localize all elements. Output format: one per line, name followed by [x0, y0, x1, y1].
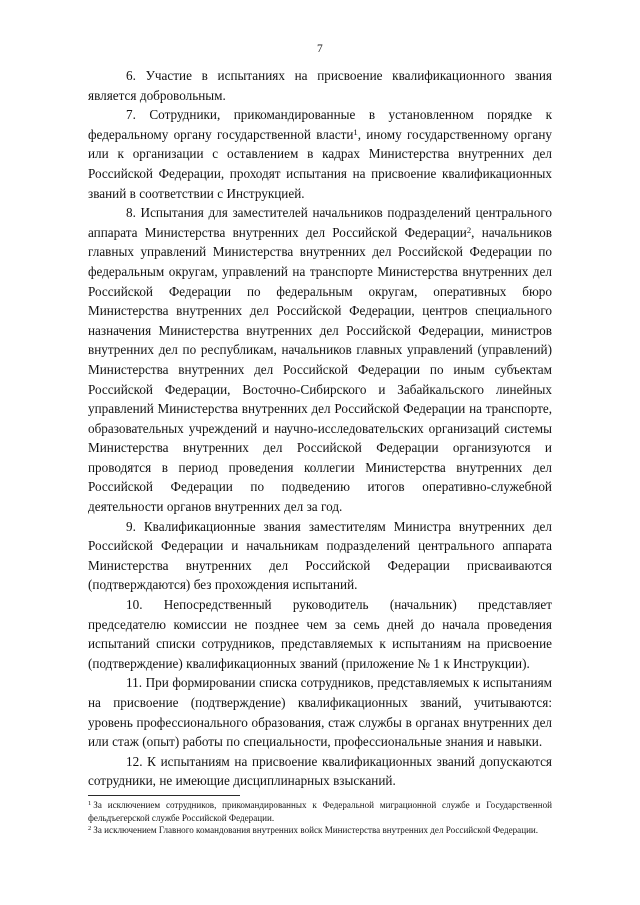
paragraph-10 [88, 595, 552, 673]
paragraph-8-text-part1: 8. Испытания для заместителей начальников подразделений центрального аппарата Министерства внутренних дел Российской Федерации [88, 205, 552, 240]
footnote-area [88, 795, 552, 837]
paragraph-7 [88, 105, 552, 203]
paragraph-7-text-part2: , иному государственному органу или к организации с оставлением в кадрах Министерства внутренних дел Российской Федерации, проходят испытания на присвоение квалификационных званий в соответствии с Инструкцией. [88, 126, 552, 201]
paragraph-9 [88, 517, 552, 595]
paragraph-8-text-part2: , начальников главных управлений Министерства внутренних дел Российской Федерации по федеральным округам, управлений на транспорте Министерства внутренних дел Российской Федерации по федеральным округам, оперативных бюро Министерства внутренних дел Российской Федерации, центров специального назначения Министерства внутренних дел Российской Федерации, министров внутренних дел по республикам, начальников главных управлений (управлений) Министерства внутренних дел Российской Федерации по иным субъектам Российской Федерации, Восточно-Сибирского и Забайкальского линейных управлений Министерства внутренних дел Российской Федерации на транспорте, образовательных учреждений и научно-исследовательских организаций системы Министерства внутренних дел Российской Федерации организуются и проводятся в период проведения коллегии Министерства внутренних дел Российской Федерации по подведению итогов оперативно-служебной деятельности органов внутренних дел за год. [88, 224, 552, 515]
footnote-2 [88, 824, 552, 837]
footnote-1-marker: 1 [88, 799, 92, 807]
footnote-2-marker: 2 [88, 824, 92, 832]
paragraph-6 [88, 66, 552, 105]
paragraph-8 [88, 203, 552, 517]
paragraph-6-text: 6. Участие в испытаниях на присвоение квалификационного звания является добровольным. [88, 68, 552, 103]
paragraph-10-text: 10. Непосредственный руководитель (начальник) представляет председателю комиссии не позднее чем за семь дней до начала проведения испытаний списки сотрудников, представляемых к испытаниям на присвоение (подтверждение) квалификационных званий (приложение № 1 к Инструкции). [88, 597, 552, 671]
footnote-1-text: За исключением сотрудников, прикомандированных к Федеральной миграционной службе и Государственной фельдъегерской службе Российской Федерации. [88, 800, 552, 823]
body-text-block [88, 66, 552, 791]
paragraph-7-text-part1: 7. Сотрудники, прикомандированные в установленном порядке к федеральному органу государственной власти [88, 107, 552, 142]
paragraph-9-text: 9. Квалификационные звания заместителям Министра внутренних дел Российской Федерации и начальникам подразделений центрального аппарата Министерства внутренних дел Российской Федерации присваиваются (подтверждаются) без прохождения испытаний. [88, 518, 552, 593]
footnote-reference-1[interactable]: 1 [353, 126, 358, 137]
paragraph-12 [88, 752, 552, 791]
footnote-1 [88, 799, 552, 824]
footnote-separator-rule [88, 795, 240, 796]
footnote-reference-2[interactable]: 2 [466, 224, 472, 235]
page-number: 7 [317, 43, 323, 55]
paragraph-11-text: 11. При формировании списка сотрудников, представляемых к испытаниям на присвоение (подтверждение) квалификационных званий, учитываются: уровень профессионального образования, стаж службы в органах внутренних дел или стаж (опыт) работы по специальности, профессиональные знания и навыки. [88, 675, 552, 750]
paragraph-11 [88, 673, 552, 751]
paragraph-12-text: 12. К испытаниям на присвоение квалификационных званий допускаются сотрудники, не имеющие дисциплинарных взысканий. [88, 753, 552, 789]
footnote-2-text: За исключением Главного командования внутренних войск Министерства внутренних дел Российской Федерации. [93, 825, 539, 836]
